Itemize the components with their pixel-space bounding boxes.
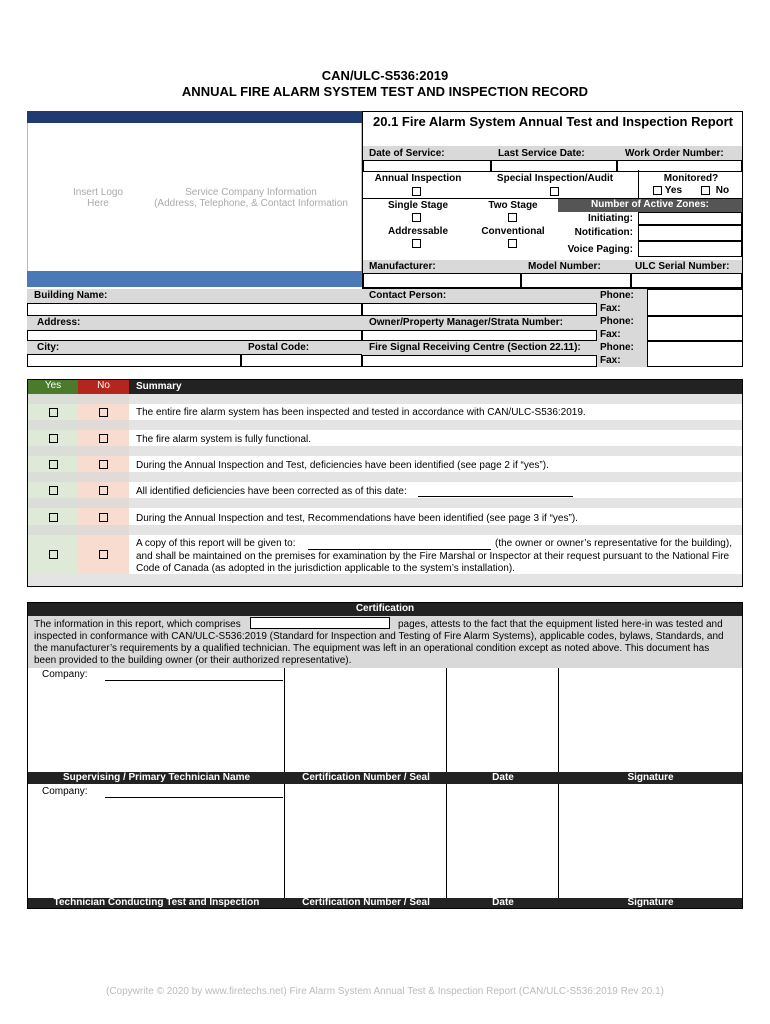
row-separator [28,446,742,456]
technician-box[interactable] [28,784,285,898]
date-label: Date [492,772,514,783]
cert-text-a: The information in this report, which comprises [34,619,241,630]
initiating-label: Initiating: [588,213,633,224]
signature-label: Signature [627,772,674,783]
fax-label: Fax: [600,355,621,366]
two-stage-checkbox[interactable] [508,212,517,223]
ulc-serial-field[interactable] [631,273,742,288]
yes-checkbox[interactable] [49,459,58,470]
contact-phone-fax-field[interactable] [647,289,743,316]
supervising-tech-box[interactable] [28,668,285,772]
summary-row-text: During the Annual Inspection and Test, deficiencies have been identified (see page 2 if “yes”). [136,460,549,471]
fire-signal-label: Fire Signal Receiving Centre (Section 22.11): [362,341,597,355]
certification-heading: Certification [28,603,742,616]
last-service-date-label: Last Service Date: [498,148,585,159]
cert-number-box[interactable] [285,784,447,898]
yes-checkbox[interactable] [49,485,58,496]
certification-section [27,602,743,909]
cert-text-c: inspected in conformance with CAN/ULC-S536:2019 (Standard for Inspection and Testing of Fire Alarm Systems), applicable codes, bylaws, Standards, and [34,631,724,642]
summary-row-text: The fire alarm system is fully functional. [136,434,312,445]
footer-copyright: (Copywrite © 2020 by www.firetechs.net) Fire Alarm System Annual Test & Inspection Report (CAN/ULC-S536:2019 Rev 20.1) [106,986,664,997]
annual-inspection-label: Annual Inspection [374,173,462,184]
row-separator [28,394,742,404]
supervising-label: Supervising / Primary Technician Name [62,772,251,783]
city-field[interactable] [27,354,241,367]
monitored-no[interactable] [701,185,729,196]
monitored-label: Monitored? [663,173,719,184]
city-row-bg [27,341,362,354]
row-separator [28,574,742,586]
address-label: Address: [27,316,362,330]
no-checkbox[interactable] [99,459,108,470]
no-checkbox[interactable] [99,433,108,444]
company-label: Company: [42,669,88,680]
doc-title: ANNUAL FIRE ALARM SYSTEM TEST AND INSPECTION RECORD [181,84,589,99]
cert-number-label: Certification Number / Seal [302,897,430,908]
company-label: Company: [42,786,88,797]
report-info-panel [362,111,743,289]
special-inspection-label: Special Inspection/Audit [496,173,614,184]
annual-inspection-checkbox[interactable] [412,186,421,197]
logo-area [27,123,362,271]
ulc-serial-label: ULC Serial Number: [635,261,730,272]
fire-signal-field[interactable] [362,355,597,367]
report-title: 20.1 Fire Alarm System Annual Test and Inspection Report [373,114,733,129]
page-count-field[interactable] [250,617,390,629]
date-label: Date [492,897,514,908]
copy-recipient-text: A copy of this report will be given to: [136,538,296,549]
owner-label: Owner/Property Manager/Strata Number: [362,316,597,330]
copy-recipient-field[interactable] [308,549,491,550]
summary-table [27,379,743,587]
addressable-label: Addressable [387,226,449,237]
date-of-service-field[interactable] [363,160,491,172]
yes-column-header: Yes [28,380,78,394]
work-order-label: Work Order Number: [625,148,724,159]
addressable-checkbox[interactable] [412,238,421,249]
cert-text-e: been provided to the building owner (or their authorized representative). [34,655,352,666]
no-checkbox[interactable] [99,549,108,560]
yes-checkbox[interactable] [49,549,58,560]
building-name-label: Building Name: [27,289,362,303]
two-stage-label: Two Stage [488,200,538,211]
copy-recipient-text-b: (the owner or owner’s representative for the building), [495,538,732,549]
cert-number-label: Certification Number / Seal [302,772,430,783]
summary-row-text: The entire fire alarm system has been inspected and tested in accordance with CAN/ULC-S536:2019. [136,407,586,418]
model-number-field[interactable] [521,273,631,288]
signature-box[interactable] [559,784,742,898]
row-separator [28,420,742,430]
cert-number-box[interactable] [285,668,447,772]
copy-recipient-text-d: Code of Canada (as adopted in the jurisdiction applicable to the system’s installation). [136,563,515,574]
owner-phone-fax-field[interactable] [647,316,743,341]
technician-label: Technician Conducting Test and Inspection [53,897,260,908]
yes-checkbox[interactable] [49,433,58,444]
notification-field[interactable] [638,225,742,241]
company-field[interactable] [105,680,283,681]
postal-code-field[interactable] [241,354,362,367]
conventional-checkbox[interactable] [508,238,517,249]
corrected-date-field[interactable] [418,496,573,497]
row-separator [28,498,742,508]
header-bar-bottom [27,271,362,287]
signature-label: Signature [627,897,674,908]
work-order-field[interactable] [617,160,742,172]
building-name-field[interactable] [27,303,362,316]
row-separator [28,525,742,535]
phone-label: Phone: [600,290,634,301]
model-number-label: Model Number: [528,261,601,272]
summary-row-text: All identified deficiencies have been corrected as of this date: [136,486,407,497]
no-checkbox[interactable] [99,407,108,418]
no-column-header: No [78,380,129,394]
summary-row-text: During the Annual Inspection and test, Recommendations have been identified (see page 3 if “yes”). [136,513,578,524]
single-stage-checkbox[interactable] [412,212,421,223]
summary-heading: Summary [136,381,182,392]
company-field[interactable] [105,797,283,798]
monitored-yes[interactable] [653,185,682,196]
single-stage-label: Single Stage [387,200,448,211]
fax-label: Fax: [600,329,621,340]
monitored-no-label: No [715,185,730,196]
copy-recipient-text-c: and shall be maintained on the premises for examination by the Fire Marshal or Inspector at their request pursuant to the National Fire [136,551,730,562]
monitored-yes-label: Yes [664,185,683,196]
contact-person-label: Contact Person: [362,289,597,303]
initiating-field[interactable] [638,212,742,225]
phone-label: Phone: [600,316,634,327]
signature-box[interactable] [559,668,742,772]
last-service-date-field[interactable] [491,160,617,172]
postal-code-label: Postal Code: [248,342,310,353]
notification-label: Notification: [574,227,633,238]
no-checkbox[interactable] [99,485,108,496]
voice-paging-field[interactable] [638,241,742,257]
date-box[interactable] [447,668,559,772]
company-info-placeholder[interactable]: Service Company Information (Address, Telephone, & Contact Information [154,187,348,209]
contact-person-field[interactable] [362,303,597,316]
manufacturer-label: Manufacturer: [369,261,436,272]
logo-placeholder[interactable]: Insert Logo Here [72,187,124,209]
row-separator [28,472,742,482]
yes-checkbox[interactable] [49,512,58,523]
doc-title-code: CAN/ULC-S536:2019 [321,68,449,83]
fax-label: Fax: [600,303,621,314]
address-field[interactable] [27,330,362,341]
header-bar-top [27,111,362,123]
yes-checkbox[interactable] [49,407,58,418]
phone-label: Phone: [600,342,634,353]
manufacturer-field[interactable] [363,273,521,288]
divider [638,170,639,198]
city-label: City: [37,342,60,353]
special-inspection-checkbox[interactable] [550,186,559,197]
active-zones-heading: Number of Active Zones: [558,199,742,212]
cert-text-b: pages, attests to the fact that the equipment listed here-in was tested and [398,619,723,630]
fire-signal-phone-fax-field[interactable] [647,341,743,367]
voice-paging-label: Voice Paging: [567,244,633,255]
date-box[interactable] [447,784,559,898]
cert-text-d: the manufacturer’s requirements by a qualified technician. The equipment was left in an operational condition except as noted above. This document has [34,643,710,654]
no-checkbox[interactable] [99,512,108,523]
conventional-label: Conventional [481,226,545,237]
owner-field[interactable] [362,330,597,341]
date-of-service-label: Date of Service: [369,148,445,159]
